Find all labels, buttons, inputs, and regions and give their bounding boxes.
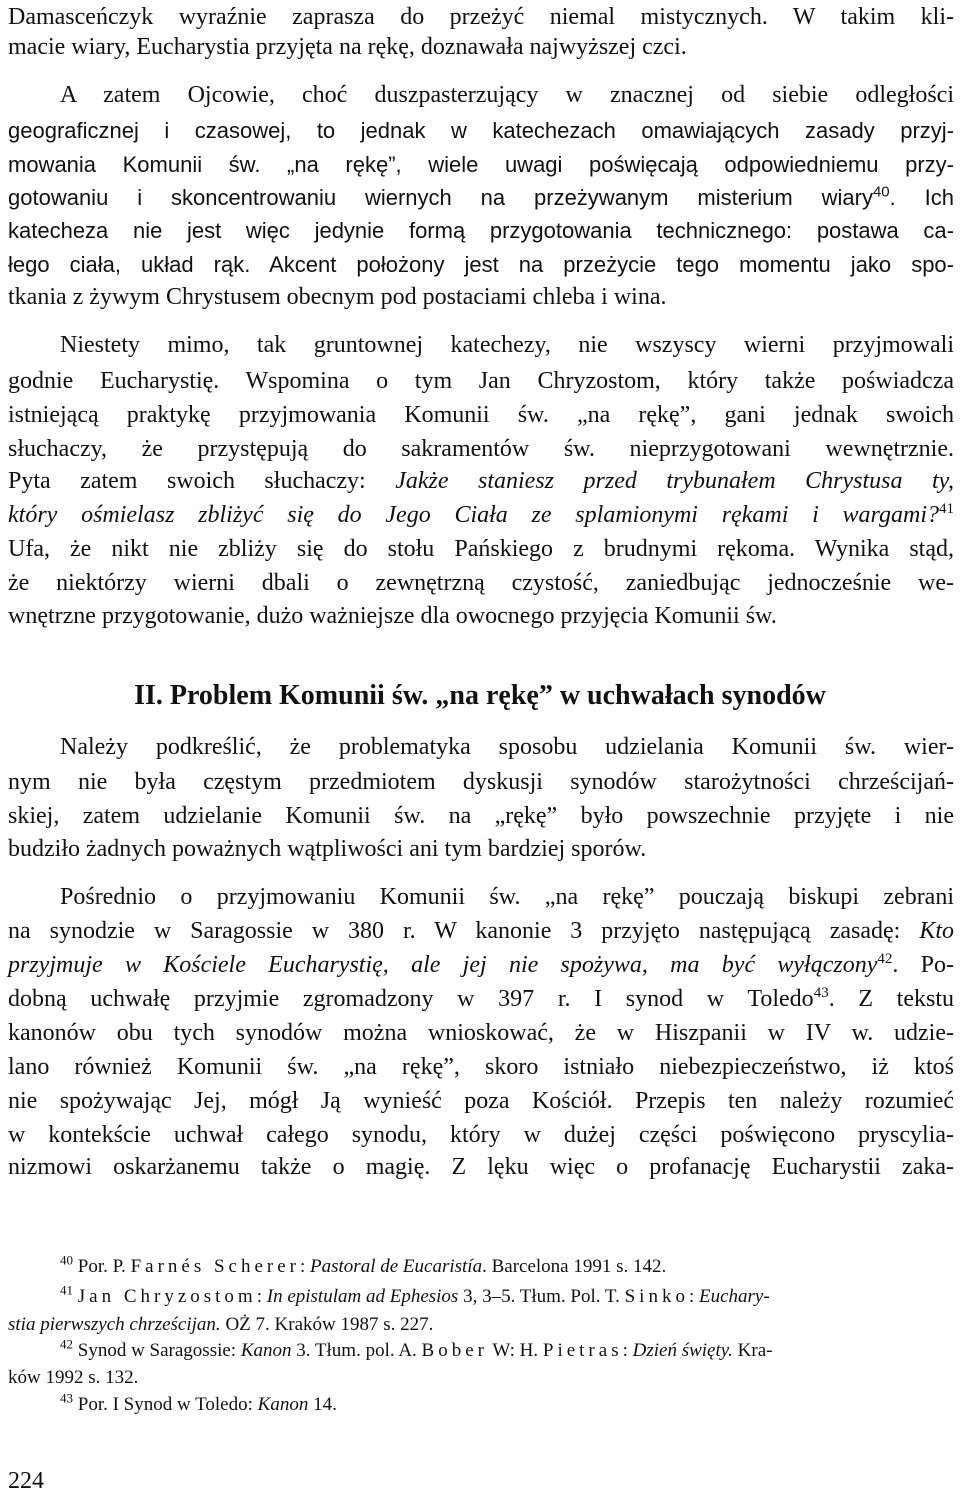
p4-line-3: przyjmuje w Kościele Eucharystię, ale jej nie spożywa, ma być wyłączony$^{42}$. Po-: [8, 951, 955, 978]
footnote-41-cont: stia pierwszych chrześcijan. OŻ 7. Kraków 1987 s. 227.: [8, 1314, 434, 1335]
p4-line-2: na synodzie w Saragossie w 380 r. W kanonie 3 przyjęto następującą zasadę: Kto: [8, 918, 954, 944]
footnote-42-cont: ków 1992 s. 132.: [8, 1367, 139, 1388]
footnote-ref-41: 41: [939, 501, 954, 517]
footnote-40: $^{40}$ Por. P. Farnés Scherer: Pastoral de Eucaristía. Barcelona 1991 s. 142.: [60, 1252, 667, 1277]
p2-line-4: słuchaczy, że przystępują do sakramentów św. nieprzygotowani wewnętrznie.: [8, 436, 954, 462]
p4-line-6: lano również Komunii św. „na rękę”, skoro istniało niebezpieczeństwo, iż ktoś: [8, 1054, 954, 1080]
footnote-43: $^{43}$ Por. I Synod w Toledo: Kanon 14.: [60, 1390, 337, 1415]
p1-line-3: mowania Komunii św. „na rękę”, wiele uwagi poświęcają odpowiedniemu przy-: [8, 152, 954, 177]
p1-line-1: A zatem Ojcowie, choć duszpasterzujący w znacznej od siebie odległości: [60, 82, 954, 108]
footnote-ref-40: 40: [872, 183, 890, 201]
p2-line-7: Ufa, że nikt nie zbliży się do stołu Pańskiego z brudnymi rękoma. Wynika stąd,: [8, 536, 954, 562]
p1-line-7: tkania z żywym Chrystusem obecnym pod postaciami chleba i wina.: [8, 284, 667, 310]
p2-line-2: godnie Eucharystię. Wspomina o tym Jan Chryzostom, który także poświadcza: [8, 368, 954, 394]
p3-line-4: budziło żadnych poważnych wątpliwości ani tym bardziej sporów.: [8, 836, 647, 862]
p4-line-9: nizmowi oskarżanemu także o magię. Z lęku więc o profanację Eucharystii zaka-: [8, 1154, 954, 1180]
footnote-42: $^{42}$ Synod w Saragossie: Kanon 3. Tłum. pol. A. Bober W: H. Pietras: Dzień święty. Kra-: [60, 1336, 773, 1361]
p2-line-9: wnętrzne przygotowanie, dużo ważniejsze dla owocnego przyjęcia Komunii św.: [8, 603, 777, 629]
p2-line-6: który ośmielasz zbliżyć się do Jego Ciała ze splamionymi rękami i wargami?$^{41}$: [8, 501, 954, 528]
p3-line-3: skiej, zatem udzielanie Komunii św. na „rękę” było powszechnie przyjęte i nie: [8, 803, 954, 829]
intro-line-1: Damasceńczyk wyraźnie zaprasza do przeżyć niemal mistycznych. W takim kli-: [8, 4, 954, 30]
p4-line-5: kanonów obu tych synodów można wnioskować, że w Hiszpanii w IV w. udzie-: [8, 1020, 954, 1046]
p1-line-2: geograficznej i czasowej, to jednak w katechezach omawiających zasady przyj-: [8, 118, 954, 143]
p4-line-8: w kontekście uchwał całego synodu, który w dużej części poświęcono pryscylia-: [8, 1122, 954, 1148]
p4-line-7: nie spożywając Jej, mógł Ją wynieść poza Kościół. Przepis ten należy rozumieć: [8, 1088, 954, 1114]
section-heading: II. Problem Komunii św. „na rękę” w uchwałach synodów: [134, 680, 826, 711]
footnote-ref-42: 42: [877, 951, 893, 967]
p2-line-5: Pyta zatem swoich słuchaczy: Jakże staniesz przed trybunałem Chrystusa ty,: [8, 468, 954, 494]
p1-line-5: katecheza nie jest więc jedynie formą przygotowania technicznego: postawa ca-: [8, 218, 954, 243]
p2-line-1: Niestety mimo, tak gruntownej katechezy, nie wszyscy wierni przyjmowali: [60, 332, 954, 358]
footnote-41: $^{41}$ Jan Chryzostom: In epistulam ad Ephesios 3, 3–5. Tłum. Pol. T. Sinko: Euchary-: [60, 1282, 770, 1307]
p4-line-1: Pośrednio o przyjmowaniu Komunii św. „na rękę” pouczają biskupi zebrani: [60, 884, 954, 910]
page-number: 224: [8, 1468, 44, 1494]
footnote-ref-43: 43: [813, 985, 829, 1001]
p2-line-3: istniejącą praktykę przyjmowania Komunii św. „na rękę”, gani jednak swoich: [8, 402, 954, 428]
p2-line-8: że niektórzy wierni dbali o zewnętrzną czystość, zaniedbując jednocześnie we-: [8, 570, 954, 596]
p1-line-4: gotowaniu i skoncentrowaniu wiernych na przeżywanym misterium wiary$^{40}$. Ich: [8, 183, 954, 210]
p3-line-2: nym nie była częstym przedmiotem dyskusji synodów starożytności chrześcijań-: [8, 769, 954, 795]
p1-line-6: łego ciała, układ rąk. Akcent położony jest na przeżycie tego momentu jako spo-: [8, 252, 954, 277]
p4-line-4: dobną uchwałę przyjmie zgromadzony w 397 r. I synod w Toledo$^{43}$. Z tekstu: [8, 985, 954, 1012]
intro-line-2: macie wiary, Eucharystia przyjęta na rękę, doznawała najwyższej czci.: [8, 34, 687, 60]
p3-line-1: Należy podkreślić, że problematyka sposobu udzielania Komunii św. wier-: [60, 734, 954, 760]
